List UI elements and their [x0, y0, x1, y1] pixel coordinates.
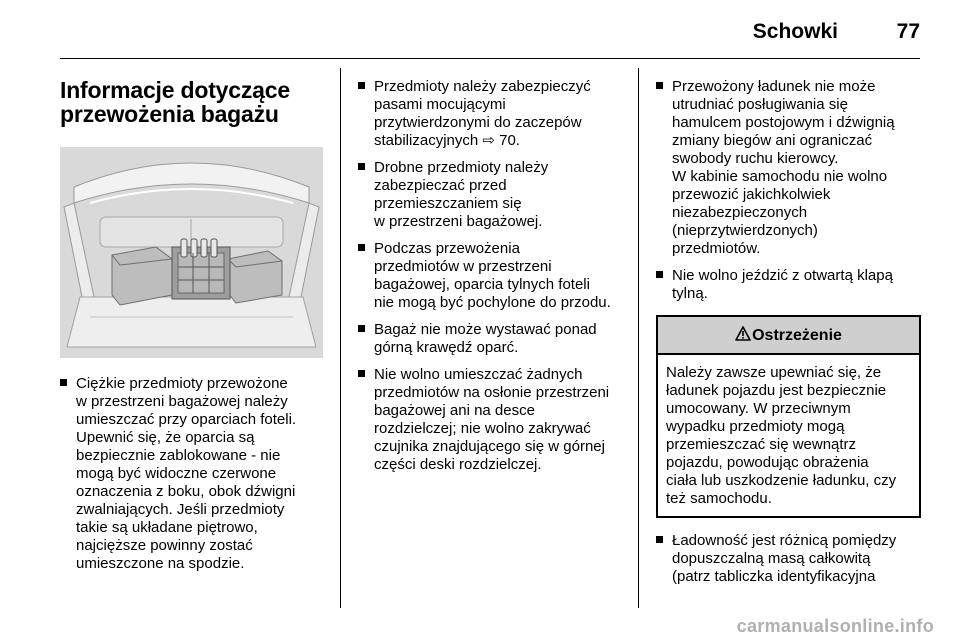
- page-header: [60, 0, 920, 58]
- text-line: górną krawędź oparć.: [374, 339, 519, 356]
- column-3: [656, 78, 921, 595]
- list-item: [656, 78, 921, 258]
- section-title: Schowki: [752, 20, 838, 43]
- text-line: wypadku przedmioty mogą: [666, 418, 845, 435]
- text-line: przytwierdzonymi do zaczepów: [374, 114, 582, 131]
- list-item: [358, 78, 624, 150]
- square-bullet-icon: [656, 536, 663, 543]
- luggage-illustration: [60, 147, 323, 358]
- text-line: W kabinie samochodu nie wolno: [672, 168, 888, 185]
- warning-body: [658, 355, 919, 516]
- header-rule: [60, 58, 920, 59]
- square-bullet-icon: [358, 370, 365, 377]
- text-line: umieszczać przy oparciach foteli.: [76, 411, 297, 428]
- page-number: 77: [896, 20, 920, 43]
- text-line: Przewożony ładunek nie może: [672, 78, 876, 95]
- square-bullet-icon: [656, 82, 663, 89]
- watermark: carmanualsonline.info: [736, 616, 934, 636]
- list-item: [358, 366, 624, 474]
- text-line: swobody ruchu kierowcy.: [672, 150, 839, 167]
- text-line: mogą być widoczne czerwone: [76, 465, 277, 482]
- text-line: Należy zawsze upewniać się, że: [666, 364, 882, 381]
- text-line: przewozić jakichkolwiek: [672, 186, 831, 203]
- text-line: przemieszczać się wewnątrz: [666, 436, 857, 453]
- square-bullet-icon: [60, 379, 67, 386]
- text-line: zmiany biegów ani ograniczać: [672, 132, 873, 149]
- text-line: pasami mocującymi: [374, 96, 506, 113]
- warning-header: [658, 317, 919, 355]
- square-bullet-icon: [358, 163, 365, 170]
- page-title: [60, 78, 323, 126]
- title-line: Informacje dotyczące: [60, 77, 290, 103]
- text-line: tylną.: [672, 285, 708, 302]
- text-line: niezabezpieczonych: [672, 204, 808, 221]
- text-line: (nieprzytwierdzonych): [672, 222, 818, 239]
- list-item: [60, 375, 296, 573]
- text-line: bagażowej, oparcia tylnych foteli: [374, 276, 590, 293]
- text-line: w przestrzeni bagażowej.: [374, 213, 543, 230]
- column-2: [358, 78, 624, 483]
- square-bullet-icon: [358, 244, 365, 251]
- bullet-list-col3: [656, 78, 921, 303]
- bullet-list-col3-after: [656, 532, 921, 586]
- text-line: Upewnić się, że oparcia są: [76, 429, 255, 446]
- text-line: rozdzielczej; nie wolno zakrywać: [374, 420, 591, 437]
- text-line: Nie wolno jeździć z otwartą klapą: [672, 267, 893, 284]
- text-line: przedmiotów.: [672, 240, 761, 257]
- text-line: pojazdu, powodując obrażenia: [666, 454, 869, 471]
- text-line: części deski rozdzielczej.: [374, 456, 542, 473]
- column-divider-2: [638, 68, 639, 608]
- text-line: w przestrzeni bagażowej należy: [76, 393, 288, 410]
- text-line: Nie wolno umieszczać żadnych: [374, 366, 583, 383]
- text-line: Przedmioty należy zabezpieczyć: [374, 78, 591, 95]
- text-line: hamulcem postojowym i dźwignią: [672, 114, 895, 131]
- list-item: [656, 532, 921, 586]
- text-line: przedmiotów na osłonie przestrzeni: [374, 384, 610, 401]
- text-line: stabilizacyjnych ⇨ 70.: [374, 132, 520, 149]
- text-line: przedmiotów w przestrzeni: [374, 258, 552, 275]
- text-line: Podczas przewożenia: [374, 240, 520, 257]
- text-line: (patrz tabliczka identyfikacyjna: [672, 568, 876, 585]
- text-line: też samochodu.: [666, 490, 772, 507]
- square-bullet-icon: [656, 271, 663, 278]
- text-line: dopuszczalną masą całkowitą: [672, 550, 871, 567]
- text-line: umieszczone na spodzie.: [76, 555, 245, 572]
- text-line: bezpiecznie zablokowane - nie: [76, 447, 281, 464]
- square-bullet-icon: [358, 325, 365, 332]
- text-line: Drobne przedmioty należy: [374, 159, 549, 176]
- text-line: utrudniać posługiwania się: [672, 96, 848, 113]
- warning-box: [656, 315, 921, 518]
- text-line: ładunek pojazdu jest bezpiecznie: [666, 382, 887, 399]
- text-line: Ciężkie przedmioty przewożone: [76, 375, 288, 392]
- list-item: [358, 159, 624, 231]
- text-line: bagażowej ani na desce: [374, 402, 535, 419]
- list-item: [358, 321, 624, 357]
- text-line: oznaczenia z boku, obok dźwigni: [76, 483, 296, 500]
- bullet-list-col2: [358, 78, 624, 474]
- square-bullet-icon: [358, 82, 365, 89]
- text-line: ciała lub uszkodzenie ładunku, czy: [666, 472, 897, 489]
- warning-title: Ostrzeżenie: [752, 327, 842, 344]
- text-line: najcięższe powinny zostać: [76, 537, 253, 554]
- text-line: takie są układane piętrowo,: [76, 519, 258, 536]
- text-line: przemieszczaniem się: [374, 195, 522, 212]
- bullet-list-col1: [60, 375, 296, 582]
- text-line: Ładowność jest różnicą pomiędzy: [672, 532, 897, 549]
- text-line: nie mogą być pochylone do przodu.: [374, 294, 611, 311]
- list-item: [358, 240, 624, 312]
- column-1: [60, 77, 323, 572]
- column-divider-1: [340, 68, 341, 608]
- text-line: czujnika znajdującego się w górnej: [374, 438, 605, 455]
- text-line: Bagaż nie może wystawać ponad: [374, 321, 597, 338]
- list-item: [656, 267, 921, 303]
- text-line: zabezpieczać przed: [374, 177, 507, 194]
- text-line: zwalniających. Jeśli przedmioty: [76, 501, 285, 518]
- text-line: umocowany. W przeciwnym: [666, 400, 851, 417]
- title-line: przewożenia bagażu: [60, 101, 279, 127]
- warning-triangle-icon: [735, 326, 751, 341]
